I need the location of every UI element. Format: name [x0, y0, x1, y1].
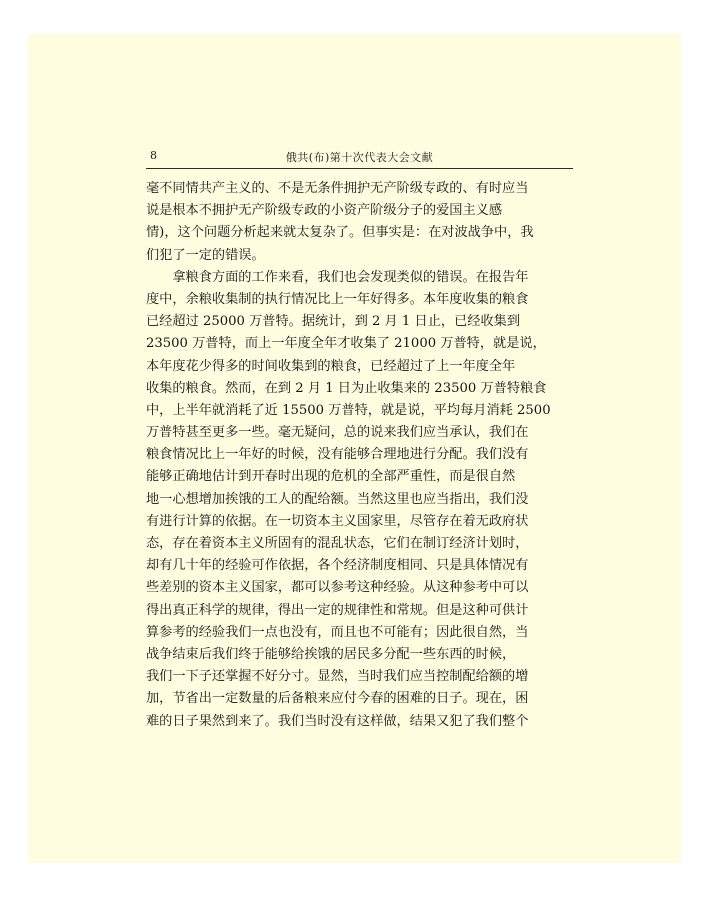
body-text: [146, 178, 576, 733]
text-line: 23500 万普特，而上一年度全年才收集了 21000 万普特，就是说，: [146, 336, 546, 352]
text-line: 算参考的经验我们一点也没有，而且也不可能有；因此很自然，当: [146, 624, 529, 640]
page-number: 8: [150, 149, 157, 162]
text-line: 拿粮食方面的工作来看，我们也会发现类似的错误。在报告年: [146, 269, 529, 285]
text-line: 些差别的资本主义国家，都可以参考这种经验。从这种参考中可以: [146, 580, 529, 596]
text-line: 毫不同情共产主义的、不是无条件拥护无产阶级专政的、有时应当: [146, 181, 529, 196]
text-line: 本年度花少得多的时间收集到的粮食，已经超过了上一年度全年: [146, 358, 516, 374]
text-line: 中，上半年就消耗了近 15500 万普特，就是说，平均每月消耗 2500: [146, 402, 551, 418]
text-line: 战争结束后我们终于能够给挨饿的居民多分配一些东西的时候，: [146, 646, 516, 662]
text-line: 收集的粮食。然而，在到 2 月 1 日为止收集来的 23500 万普特粮食: [146, 380, 547, 396]
text-line: 地一心想增加挨饿的工人的配给额。当然这里也应当指出，我们没: [146, 491, 529, 507]
text-line: 已经超过 25000 万普特。据统计，到 2 月 1 日止，已经收集到: [146, 314, 521, 330]
text-line: 我们一下子还掌握不好分寸。显然，当时我们应当控制配给额的增: [146, 669, 529, 685]
text-line: 态，存在着资本主义所固有的混乱状态，它们在制订经济计划时，: [146, 536, 529, 551]
text-line: 却有几十年的经验可作依据，各个经济制度相同、只是具体情况有: [146, 558, 529, 574]
text-line: 加，节省出一定数量的后备粮来应付今春的困难的日子。现在，困: [146, 691, 529, 707]
text-line: 能够正确地估计到开春时出现的危机的全部严重性，而是很自然: [146, 469, 516, 485]
text-line: 们犯了一定的错误。: [146, 247, 265, 263]
book-title: 俄共(布)第十次代表大会文献: [285, 151, 434, 164]
text-line: 说是根本不拥护无产阶级专政的小资产阶级分子的爱国主义感: [146, 203, 503, 219]
text-line: 情)，这个问题分析起来就太复杂了。但事实是：在对波战争中，我: [146, 225, 534, 241]
text-line: 粮食情况比上一年好的时候，没有能够合理地进行分配。我们没有: [146, 447, 529, 463]
text-line: 得出真正科学的规律，得出一定的规律性和常规。但是这种可供计: [146, 602, 529, 618]
text-line: 万普特甚至更多一些。毫无疑问，总的说来我们应当承认，我们在: [146, 425, 529, 441]
text-line: 难的日子果然到来了。我们当时没有这样做，结果又犯了我们整个: [146, 713, 529, 729]
running-head: [146, 148, 573, 169]
text-line: 度中，余粮收集制的执行情况比上一年好得多。本年度收集的粮食: [146, 291, 529, 307]
text-line: 有进行计算的依据。在一切资本主义国家里，尽管存在着无政府状: [146, 513, 529, 529]
